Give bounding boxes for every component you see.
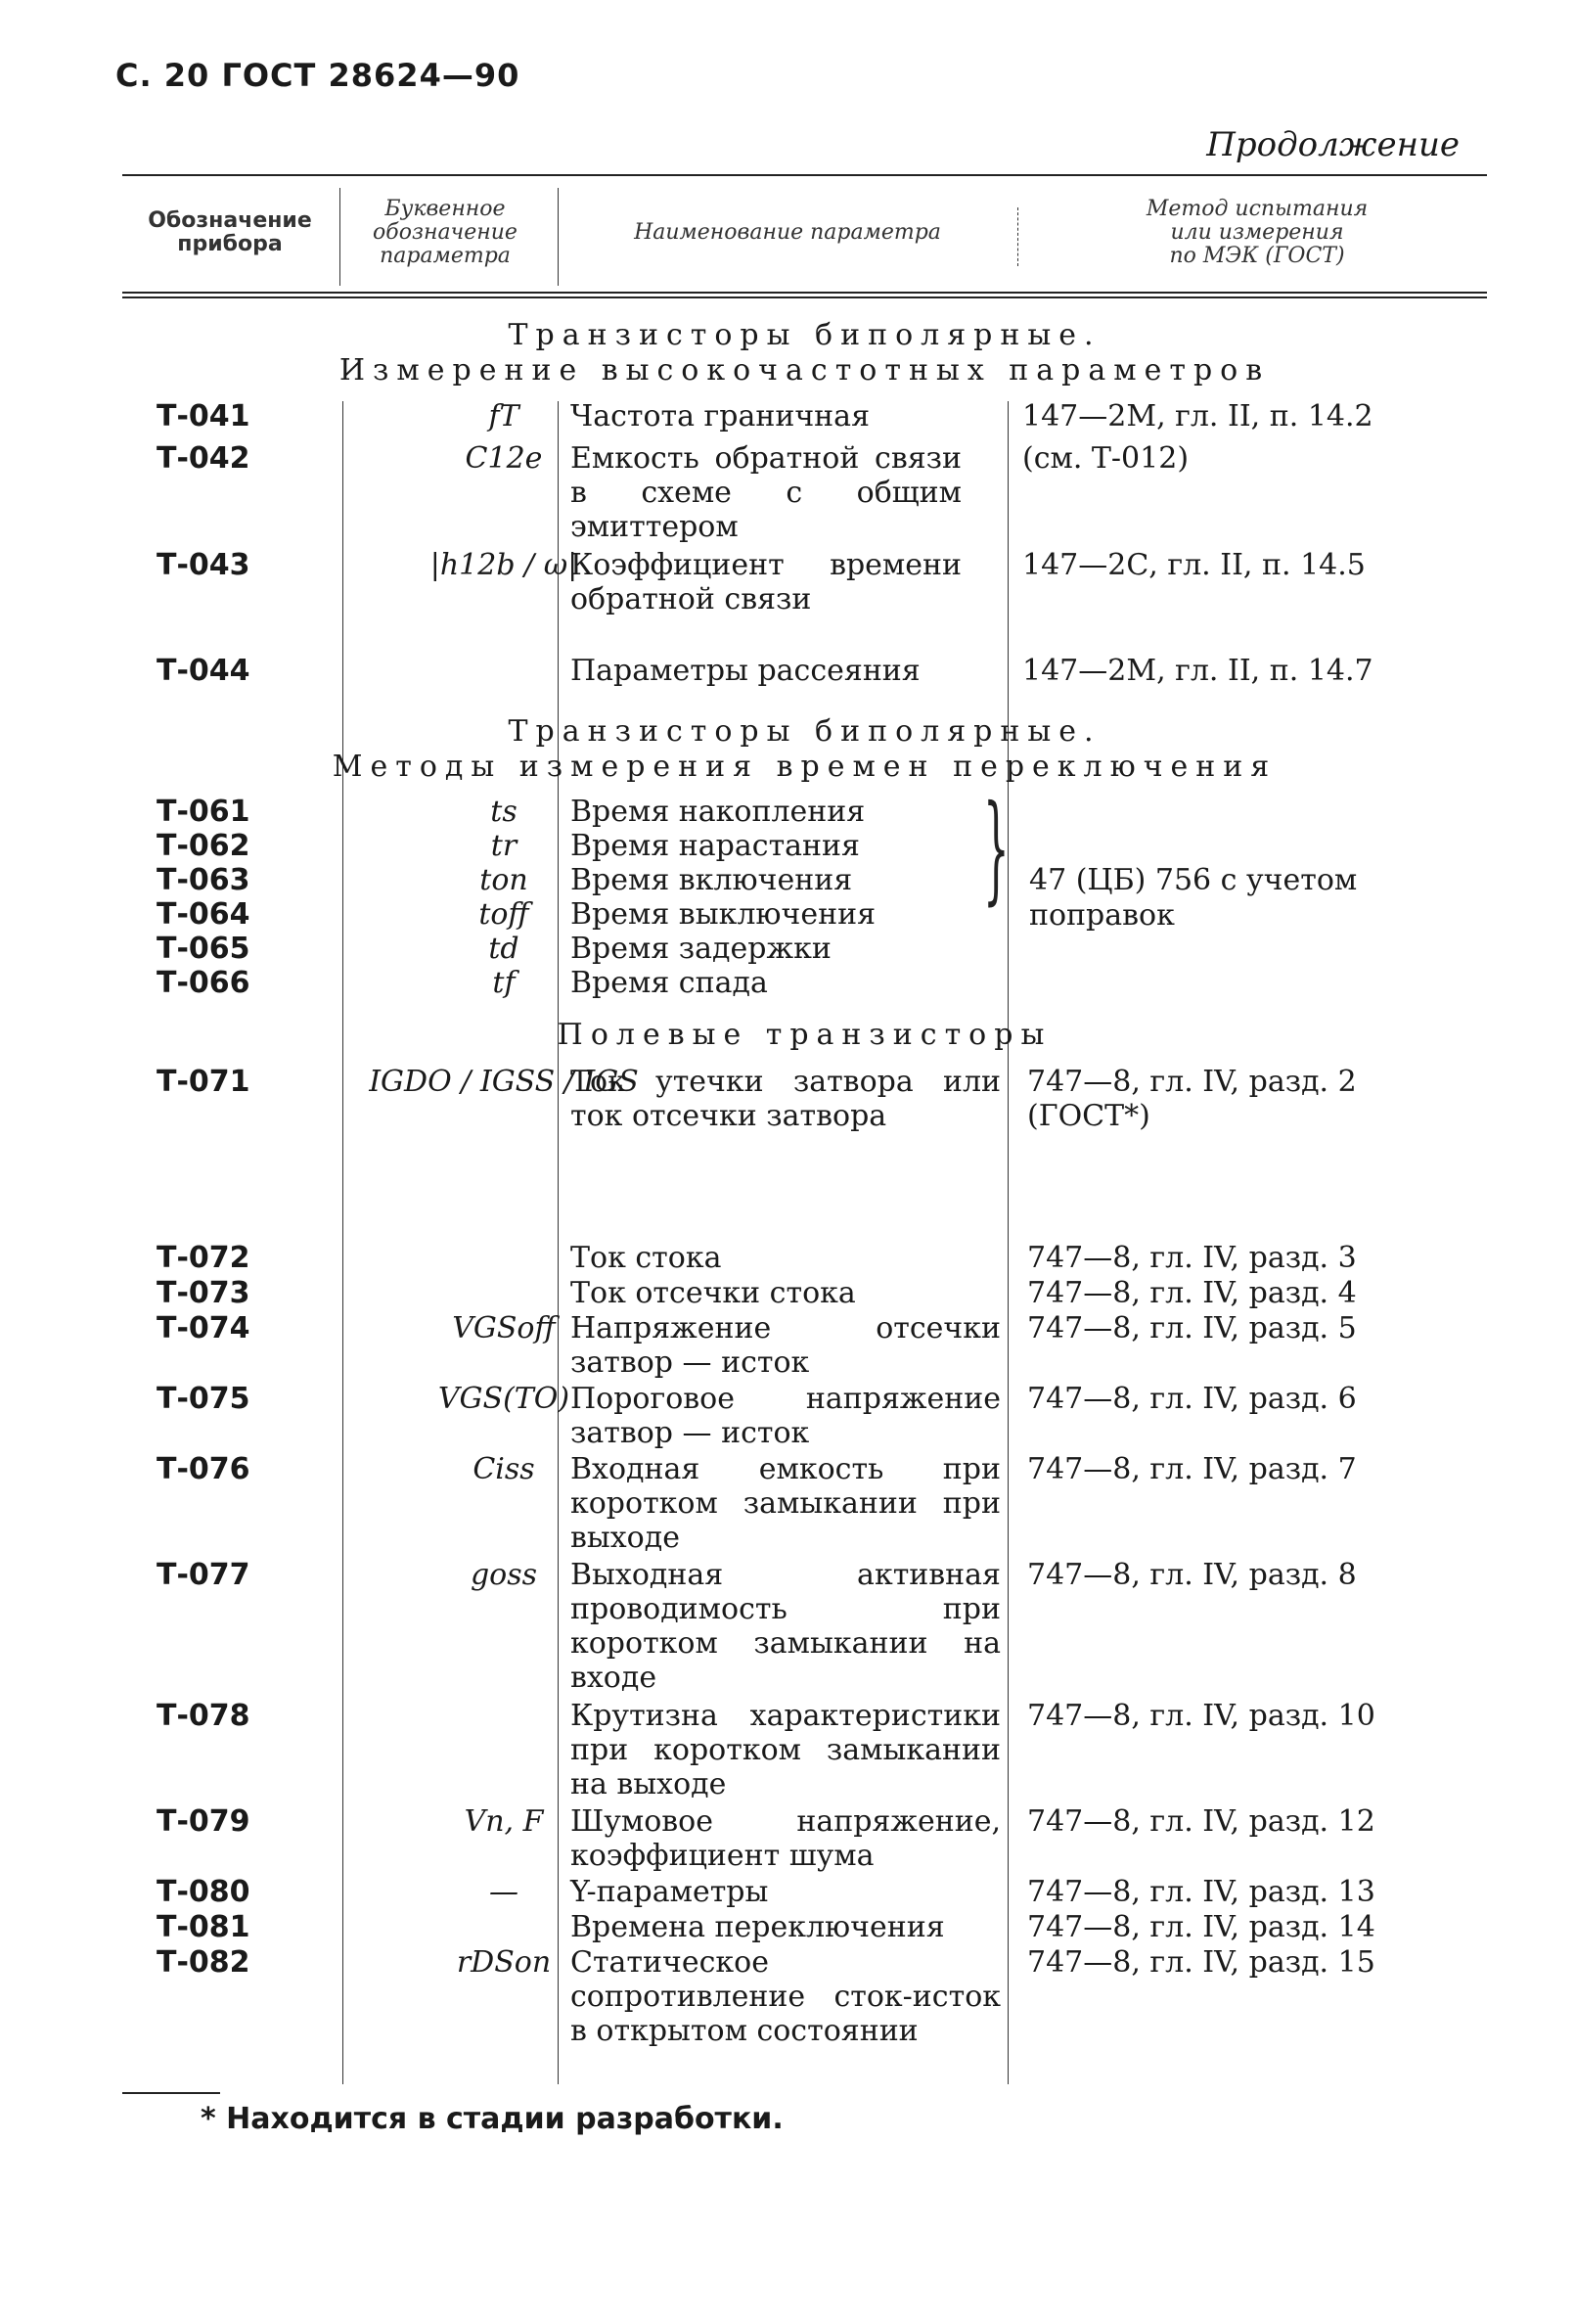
row-name: Время накопления	[570, 795, 866, 829]
row-name: Выходная активная проводимость при коротком замыкании на входе	[570, 1558, 1001, 1695]
row-name: Ток стока	[570, 1241, 722, 1275]
row-symbol: td	[488, 932, 519, 966]
row-name: Времена переключения	[570, 1910, 945, 1944]
row-code: Т-065	[157, 932, 250, 966]
header-method	[1027, 198, 1487, 268]
section-subtitle: Измерение высокочастотных параметров	[338, 353, 1271, 387]
row-name: Шумовое напряжение, коэффициент шума	[570, 1804, 1001, 1873]
row-method: 147—2М, гл. II, п. 14.2	[1022, 399, 1373, 433]
row-code: Т-077	[157, 1558, 250, 1592]
section-title: Полевые транзисторы	[557, 1018, 1053, 1052]
row-symbol: VGS(TO)	[437, 1382, 570, 1416]
row-name: Статическое сопротивление сток-исток в открытом состоянии	[570, 1945, 1001, 2048]
row-code: Т-071	[157, 1065, 250, 1099]
row-name: Ток утечки затвора или ток отсечки затвора	[570, 1065, 1001, 1133]
row-code: Т-075	[157, 1382, 250, 1416]
row-code: Т-073	[157, 1276, 250, 1310]
table-header-rule	[122, 292, 1487, 294]
row-symbol: ts	[490, 795, 518, 829]
footnote: * Находится в стадии разработки.	[201, 2102, 784, 2136]
row-code: Т-044	[157, 654, 250, 688]
header-divider	[558, 188, 559, 286]
row-method: 747—8, гл. IV, разд. 4	[1027, 1276, 1357, 1310]
section-subtitle: Методы измерения времен переключения	[332, 750, 1278, 784]
continuation-label: Продолжение	[1206, 125, 1460, 164]
header-designation	[132, 209, 328, 256]
row-name: Время задержки	[570, 932, 832, 966]
row-symbol: ton	[479, 863, 528, 897]
row-symbol: toff	[478, 897, 529, 932]
header-symbol-line3: параметра	[380, 244, 511, 268]
header-designation-line2: прибора	[177, 232, 283, 256]
row-method: 747—8, гл. IV, разд. 7	[1027, 1452, 1357, 1486]
row-name: Время спада	[570, 966, 768, 1000]
column-divider-symbol-left	[342, 401, 343, 2084]
row-method: 747—8, гл. IV, разд. 15	[1027, 1945, 1375, 1980]
row-name: Ток отсечки стока	[570, 1276, 856, 1310]
row-symbol: C12e	[465, 441, 543, 476]
row-symbol: Vn, F	[464, 1804, 544, 1839]
row-name: Емкость обратной связи в схеме с общим эмиттером	[570, 441, 962, 544]
row-method: 147—2М, гл. II, п. 14.7	[1022, 654, 1373, 688]
table-top-rule	[122, 174, 1487, 176]
row-symbol: VGSoff	[452, 1311, 556, 1345]
row-name: Время нарастания	[570, 829, 860, 863]
table-header-rule	[122, 296, 1487, 298]
row-code: Т-063	[157, 863, 250, 897]
row-method: 747—8, гл. IV, разд. 14	[1027, 1910, 1375, 1944]
row-method: 747—8, гл. IV, разд. 8	[1027, 1558, 1357, 1592]
row-code: Т-079	[157, 1804, 250, 1839]
row-code: Т-080	[157, 1875, 250, 1909]
row-symbol: Ciss	[472, 1452, 535, 1486]
row-name: Время выключения	[570, 897, 876, 932]
row-name: Параметры рассеяния	[570, 654, 921, 688]
row-method: 747—8, гл. IV, разд. 13	[1027, 1875, 1375, 1909]
row-code: Т-081	[157, 1910, 250, 1944]
row-symbol: tr	[490, 829, 518, 863]
row-method: 147—2С, гл. II, п. 14.5	[1022, 548, 1366, 582]
row-name: Y-параметры	[570, 1875, 769, 1909]
header-symbol-line1: Буквенное	[384, 197, 506, 221]
row-name: Крутизна характеристики при коротком замыкании на выходе	[570, 1699, 1001, 1801]
row-symbol: IGDO / IGSS / IGS	[369, 1065, 639, 1099]
row-method: (см. Т-012)	[1022, 441, 1190, 476]
row-code: Т-062	[157, 829, 250, 863]
row-code: Т-078	[157, 1699, 250, 1733]
header-method-line2: или измерения	[1170, 220, 1344, 245]
header-divider	[339, 188, 340, 286]
header-symbol-line2: обозначение	[373, 220, 518, 245]
column-divider-method-left	[1008, 401, 1009, 2084]
section-title: Транзисторы биполярные.	[508, 318, 1102, 352]
row-name: Напряжение отсечки затвор — исток	[570, 1311, 1001, 1380]
row-symbol: —	[489, 1875, 518, 1909]
row-method: 747—8, гл. IV, разд. 10	[1027, 1699, 1375, 1733]
footnote-rule	[122, 2092, 220, 2094]
header-divider	[1017, 207, 1018, 266]
header-method-line1: Метод испытания	[1146, 197, 1369, 221]
row-symbol: goss	[470, 1558, 538, 1592]
row-name: Пороговое напряжение затвор — исток	[570, 1382, 1001, 1450]
row-method: 747—8, гл. IV, разд. 3	[1027, 1241, 1357, 1275]
row-code: Т-074	[157, 1311, 250, 1345]
row-code: Т-064	[157, 897, 250, 932]
header-method-line3: по МЭК (ГОСТ)	[1169, 244, 1345, 268]
row-name: Коэффициент времени обратной связи	[570, 548, 962, 616]
row-method: 747—8, гл. IV, разд. 2 (ГОСТ*)	[1027, 1065, 1357, 1133]
row-code: Т-066	[157, 966, 250, 1000]
row-name: Входная емкость при коротком замыкании при выходе	[570, 1452, 1001, 1555]
right-brace: }	[983, 781, 1010, 917]
header-name: Наименование параметра	[634, 220, 941, 245]
row-code: Т-042	[157, 441, 250, 476]
row-code: Т-076	[157, 1452, 250, 1486]
header-designation-line1: Обозначение	[148, 208, 312, 233]
row-code: Т-082	[157, 1945, 250, 1980]
switch-group-method: 47 (ЦБ) 756 с учетом поправок	[1029, 863, 1358, 933]
page-header: С. 20 ГОСТ 28624—90	[115, 57, 520, 94]
row-symbol: fT	[488, 399, 519, 433]
row-method: 747—8, гл. IV, разд. 6	[1027, 1382, 1357, 1416]
row-code: Т-043	[157, 548, 250, 582]
row-code: Т-061	[157, 795, 250, 829]
row-code: Т-041	[157, 399, 250, 433]
row-symbol: rDSon	[456, 1945, 552, 1980]
row-symbol: tf	[492, 966, 516, 1000]
row-name: Частота граничная	[570, 399, 870, 433]
header-symbol	[338, 198, 553, 268]
row-symbol: |h12b / ω|	[429, 548, 578, 582]
row-code: Т-072	[157, 1241, 250, 1275]
row-method: 747—8, гл. IV, разд. 12	[1027, 1804, 1375, 1839]
section-title: Транзисторы биполярные.	[508, 714, 1102, 749]
table-header	[122, 188, 1487, 286]
row-method: 747—8, гл. IV, разд. 5	[1027, 1311, 1357, 1345]
row-name: Время включения	[570, 863, 853, 897]
